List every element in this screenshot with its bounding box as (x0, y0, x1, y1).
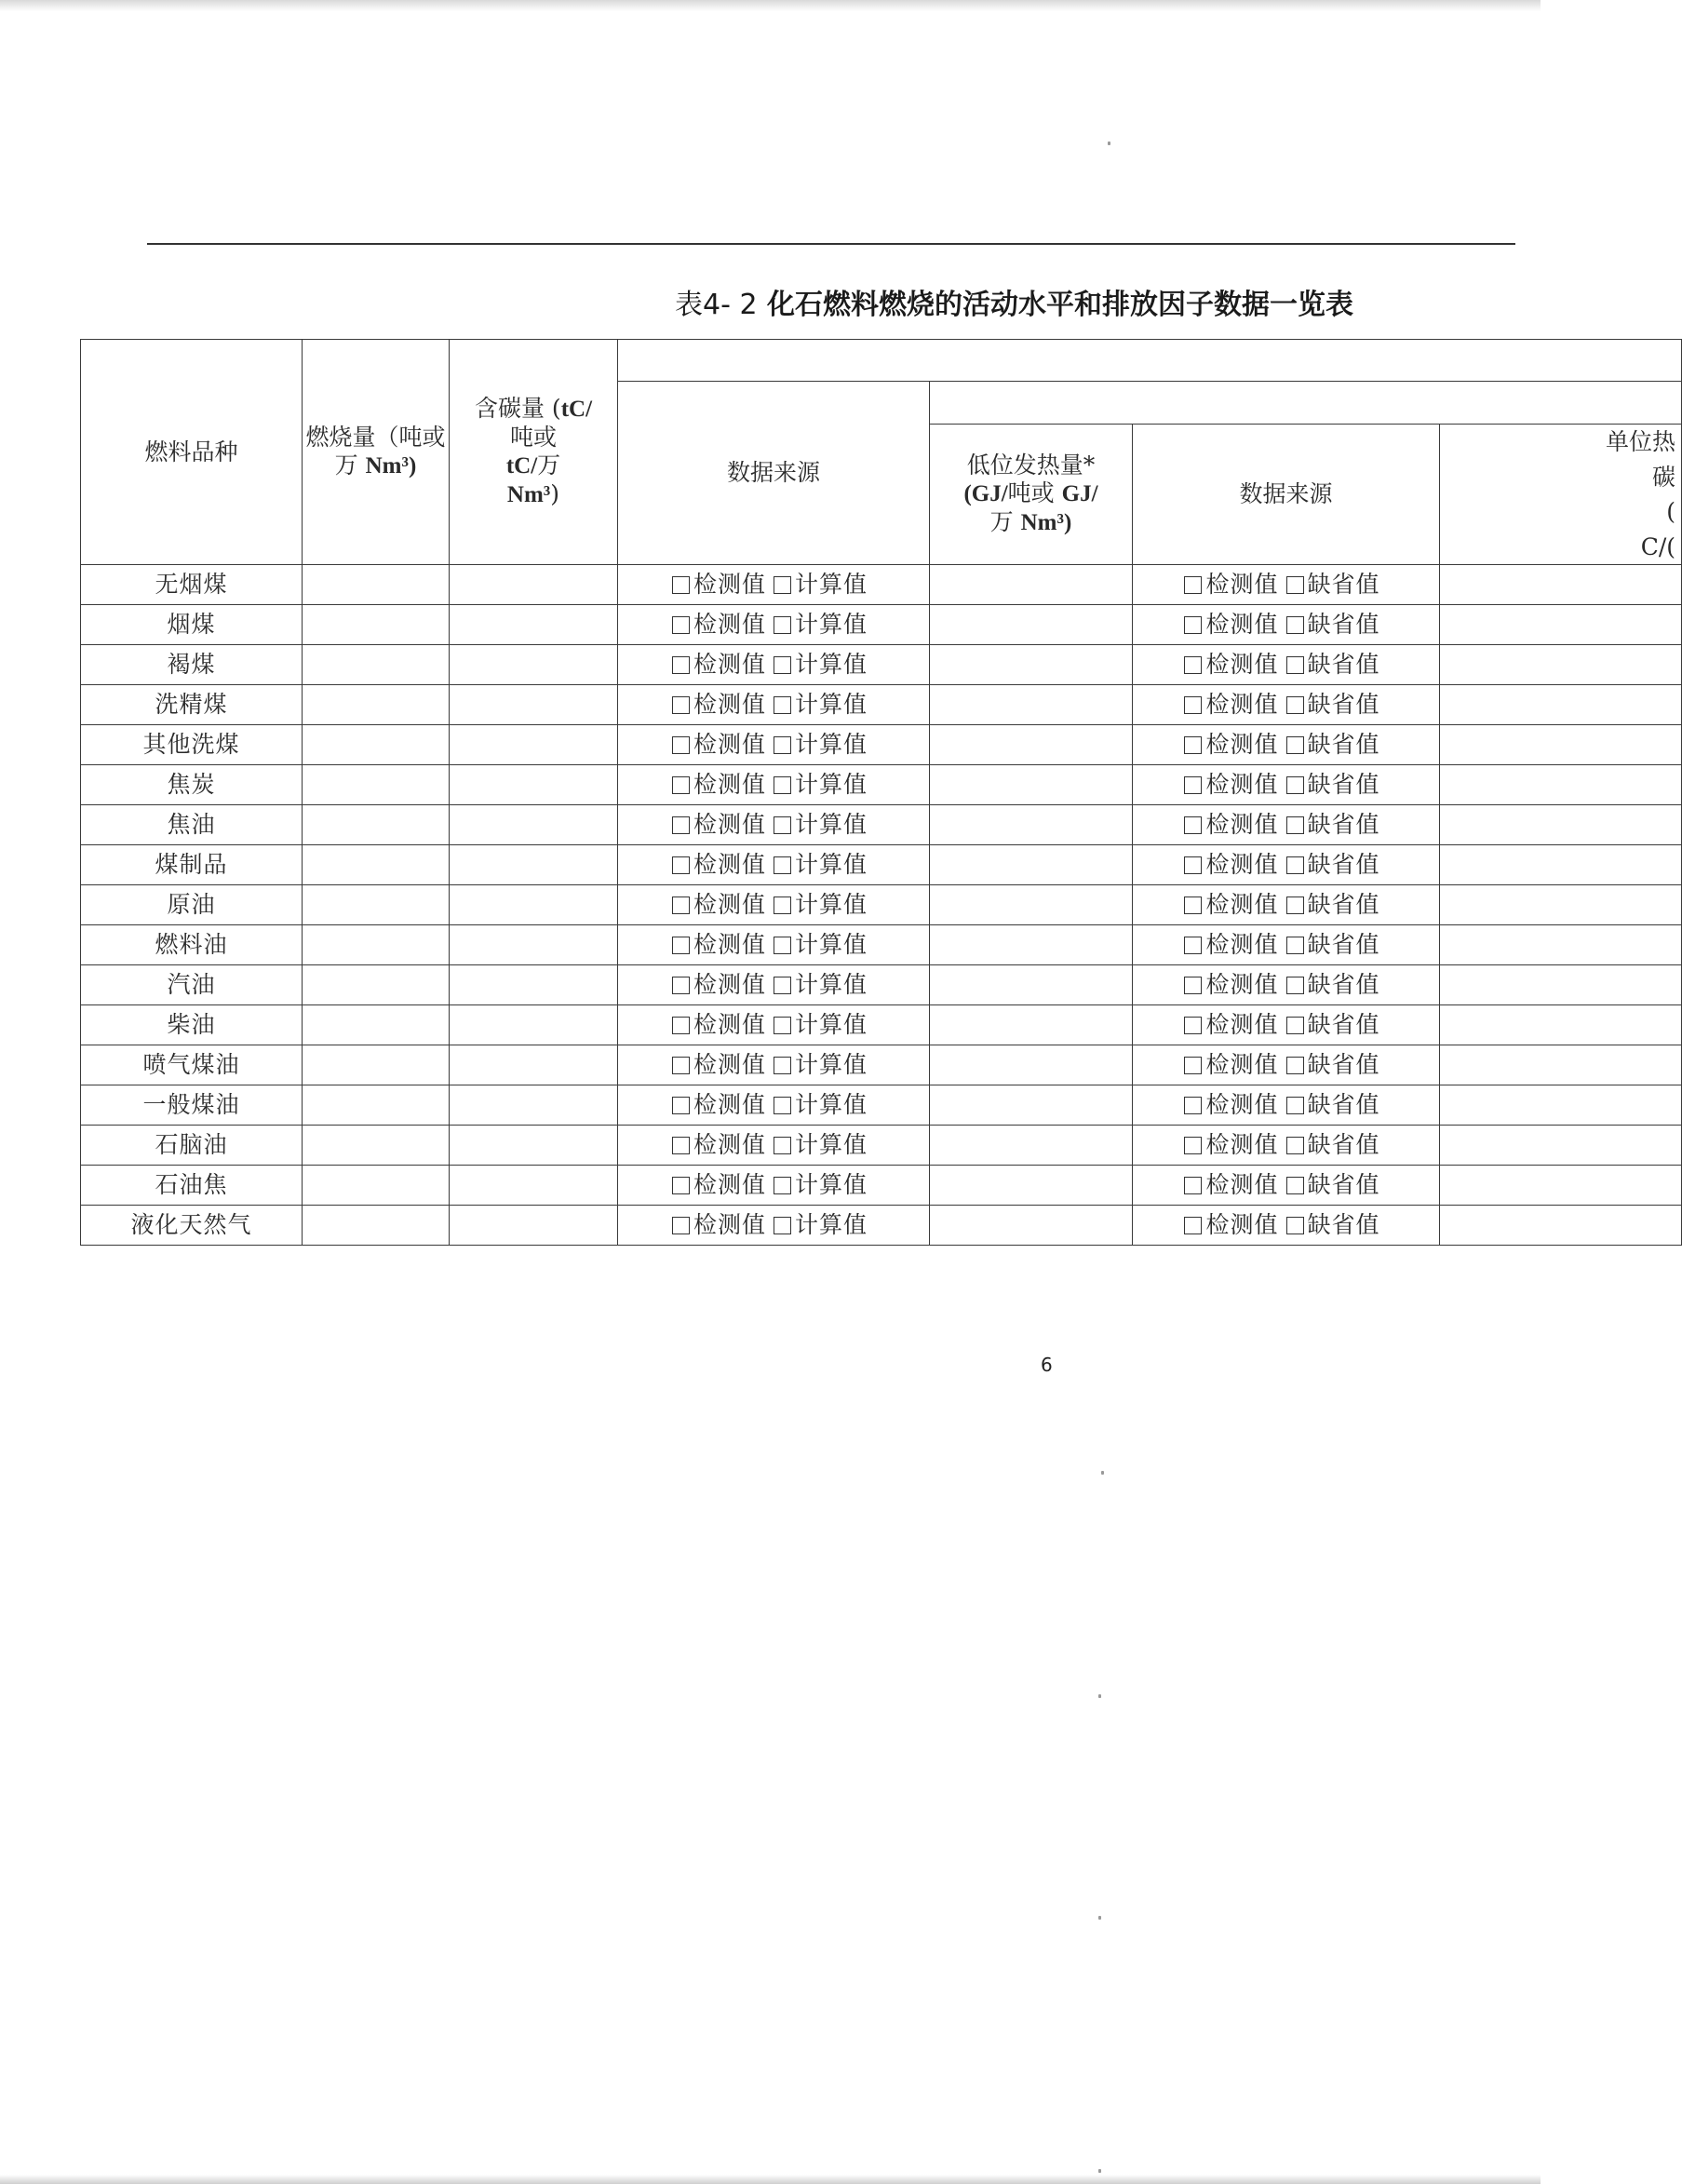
measured-checkbox[interactable] (1184, 816, 1202, 834)
fuel-type-cell: 无烟煤 (81, 565, 303, 605)
unit-heat-carbon-cell[interactable] (1440, 1005, 1682, 1045)
data-source-cell (618, 1166, 930, 1206)
consumption-cell[interactable] (303, 1005, 450, 1045)
default-label: 缺省值 (1307, 771, 1380, 798)
fuel-type-cell: 石脑油 (81, 1126, 303, 1166)
default-label: 缺省值 (1307, 1171, 1380, 1198)
table-row (81, 925, 1682, 965)
heat-value-cell[interactable] (930, 885, 1133, 925)
header-data-source-2: 数据来源 (1133, 425, 1440, 565)
consumption-cell[interactable] (303, 685, 450, 725)
measured-checkbox[interactable] (1184, 1137, 1202, 1154)
scan-edge-top (0, 0, 1541, 11)
measured-checkbox[interactable] (1184, 1097, 1202, 1114)
unit-heat-carbon-cell[interactable] (1440, 885, 1682, 925)
carbon-content-cell[interactable] (450, 605, 618, 645)
data-source-cell (618, 805, 930, 845)
consumption-cell[interactable] (303, 1166, 450, 1206)
default-checkbox[interactable] (1286, 897, 1304, 914)
data-source-2-cell (1133, 1206, 1440, 1246)
calculated-checkbox[interactable] (774, 696, 791, 714)
calculated-label: 计算值 (795, 1131, 868, 1158)
header-rule (147, 243, 1515, 245)
consumption-cell[interactable] (303, 885, 450, 925)
carbon-content-cell[interactable] (450, 765, 618, 805)
scan-speck (1098, 2169, 1101, 2173)
table-title-prefix: 表4- 2 (675, 289, 758, 321)
measured-label: 检测值 (693, 1011, 766, 1038)
unit-heat-carbon-cell[interactable] (1440, 965, 1682, 1005)
measured-checkbox[interactable] (1184, 937, 1202, 954)
fuel-type-cell: 烟煤 (81, 605, 303, 645)
default-checkbox[interactable] (1286, 576, 1304, 594)
default-checkbox[interactable] (1286, 1017, 1304, 1034)
fuel-type-cell: 其他洗煤 (81, 725, 303, 765)
data-source-2-cell (1133, 645, 1440, 685)
data-table-container (80, 339, 1675, 1279)
fuel-type-cell: 焦油 (81, 805, 303, 845)
data-source-cell (618, 845, 930, 885)
measured-label: 检测值 (1205, 851, 1279, 878)
header-band-empty (618, 340, 1682, 382)
data-source-2-cell (1133, 925, 1440, 965)
carbon-content-cell[interactable] (450, 1206, 618, 1246)
measured-checkbox[interactable] (1184, 656, 1202, 674)
calculated-checkbox[interactable] (774, 616, 791, 634)
data-source-cell (618, 605, 930, 645)
calculated-checkbox[interactable] (774, 856, 791, 874)
measured-label: 检测值 (1205, 1211, 1279, 1238)
measured-label: 检测值 (1205, 811, 1279, 838)
table-row (81, 765, 1682, 805)
header-data-source-1: 数据来源 (618, 382, 930, 565)
calculated-label: 计算值 (795, 891, 868, 918)
carbon-content-cell[interactable] (450, 645, 618, 685)
data-source-2-cell (1133, 1126, 1440, 1166)
calculated-checkbox[interactable] (774, 1097, 791, 1114)
measured-label: 检测值 (1205, 571, 1279, 598)
unit-heat-carbon-cell[interactable] (1440, 1166, 1682, 1206)
calculated-label: 计算值 (795, 571, 868, 598)
unit-heat-carbon-cell[interactable] (1440, 1126, 1682, 1166)
carbon-content-cell[interactable] (450, 965, 618, 1005)
measured-label: 检测值 (693, 771, 766, 798)
default-label: 缺省值 (1307, 1091, 1380, 1118)
default-label: 缺省值 (1307, 1011, 1380, 1038)
measured-label: 检测值 (693, 611, 766, 638)
measured-checkbox[interactable] (672, 937, 690, 954)
measured-label: 检测值 (693, 691, 766, 718)
data-source-2-cell (1133, 1166, 1440, 1206)
consumption-cell[interactable] (303, 1085, 450, 1126)
fuel-type-cell: 液化天然气 (81, 1206, 303, 1246)
data-source-cell (618, 1085, 930, 1126)
default-checkbox[interactable] (1286, 1097, 1304, 1114)
table-row (81, 885, 1682, 925)
scan-speck (1108, 142, 1110, 145)
measured-label: 检测值 (1205, 931, 1279, 958)
consumption-cell[interactable] (303, 1206, 450, 1246)
measured-checkbox[interactable] (672, 977, 690, 994)
data-source-2-cell (1133, 765, 1440, 805)
data-source-cell (618, 725, 930, 765)
measured-checkbox[interactable] (672, 696, 690, 714)
calculated-checkbox[interactable] (774, 816, 791, 834)
fuel-type-cell: 洗精煤 (81, 685, 303, 725)
measured-checkbox[interactable] (672, 776, 690, 794)
table-row (81, 725, 1682, 765)
carbon-content-cell[interactable] (450, 805, 618, 845)
measured-label: 检测值 (693, 651, 766, 678)
default-checkbox[interactable] (1286, 696, 1304, 714)
header-heat-value: 低位发热量* (GJ/吨或 GJ/ 万 Nm³) (930, 425, 1133, 565)
default-label: 缺省值 (1307, 1211, 1380, 1238)
default-checkbox[interactable] (1286, 856, 1304, 874)
consumption-cell[interactable] (303, 725, 450, 765)
heat-value-cell[interactable] (930, 1126, 1133, 1166)
heat-value-cell[interactable] (930, 1206, 1133, 1246)
data-source-cell (618, 685, 930, 725)
data-source-cell (618, 925, 930, 965)
unit-heat-carbon-cell[interactable] (1440, 845, 1682, 885)
consumption-cell[interactable] (303, 1045, 450, 1085)
measured-checkbox[interactable] (1184, 696, 1202, 714)
fuel-type-cell: 燃料油 (81, 925, 303, 965)
measured-label: 检测值 (1205, 731, 1279, 758)
unit-heat-carbon-cell[interactable] (1440, 685, 1682, 725)
unit-heat-carbon-cell[interactable] (1440, 1045, 1682, 1085)
calculated-label: 计算值 (795, 931, 868, 958)
measured-label: 检测值 (693, 1211, 766, 1238)
measured-checkbox[interactable] (672, 816, 690, 834)
data-source-cell (618, 1005, 930, 1045)
consumption-cell[interactable] (303, 565, 450, 605)
consumption-cell[interactable] (303, 1126, 450, 1166)
default-label: 缺省值 (1307, 571, 1380, 598)
default-checkbox[interactable] (1286, 776, 1304, 794)
data-source-2-cell (1133, 845, 1440, 885)
calculated-label: 计算值 (795, 971, 868, 998)
default-label: 缺省值 (1307, 851, 1380, 878)
measured-label: 检测值 (693, 931, 766, 958)
measured-label: 检测值 (1205, 1131, 1279, 1158)
consumption-cell[interactable] (303, 965, 450, 1005)
fossil-fuel-table (80, 339, 1682, 1246)
default-label: 缺省值 (1307, 611, 1380, 638)
fuel-type-cell: 柴油 (81, 1005, 303, 1045)
carbon-content-cell[interactable] (450, 565, 618, 605)
calculated-checkbox[interactable] (774, 937, 791, 954)
measured-checkbox[interactable] (672, 1177, 690, 1194)
measured-checkbox[interactable] (1184, 776, 1202, 794)
measured-label: 检测值 (693, 1171, 766, 1198)
default-label: 缺省值 (1307, 811, 1380, 838)
consumption-cell[interactable] (303, 805, 450, 845)
data-source-cell (618, 765, 930, 805)
default-checkbox[interactable] (1286, 1177, 1304, 1194)
table-row (81, 1085, 1682, 1126)
consumption-cell[interactable] (303, 925, 450, 965)
default-checkbox[interactable] (1286, 736, 1304, 754)
measured-checkbox[interactable] (672, 1217, 690, 1234)
default-checkbox[interactable] (1286, 1217, 1304, 1234)
calculated-checkbox[interactable] (774, 1017, 791, 1034)
unit-heat-carbon-cell[interactable] (1440, 1206, 1682, 1246)
default-checkbox[interactable] (1286, 656, 1304, 674)
heat-value-cell[interactable] (930, 1045, 1133, 1085)
heat-value-cell[interactable] (930, 1085, 1133, 1126)
default-checkbox[interactable] (1286, 1137, 1304, 1154)
calculated-checkbox[interactable] (774, 1217, 791, 1234)
default-label: 缺省值 (1307, 1131, 1380, 1158)
heat-value-cell[interactable] (930, 725, 1133, 765)
fuel-type-cell: 煤制品 (81, 845, 303, 885)
carbon-content-cell[interactable] (450, 1126, 618, 1166)
table-row (81, 845, 1682, 885)
data-source-cell (618, 965, 930, 1005)
carbon-content-cell[interactable] (450, 685, 618, 725)
table-row (81, 605, 1682, 645)
consumption-cell[interactable] (303, 845, 450, 885)
fuel-type-cell: 褐煤 (81, 645, 303, 685)
header-consumption: 燃烧量（吨或万 Nm³) (303, 340, 450, 565)
data-source-2-cell (1133, 885, 1440, 925)
fuel-type-cell: 原油 (81, 885, 303, 925)
measured-label: 检测值 (693, 1091, 766, 1118)
carbon-content-cell[interactable] (450, 1005, 618, 1045)
heat-value-cell[interactable] (930, 845, 1133, 885)
unit-heat-carbon-cell[interactable] (1440, 765, 1682, 805)
measured-checkbox[interactable] (1184, 1217, 1202, 1234)
unit-heat-carbon-cell[interactable] (1440, 565, 1682, 605)
fuel-type-cell: 石油焦 (81, 1166, 303, 1206)
table-row (81, 805, 1682, 845)
heat-value-cell[interactable] (930, 605, 1133, 645)
heat-value-cell[interactable] (930, 965, 1133, 1005)
heat-value-cell[interactable] (930, 685, 1133, 725)
consumption-cell[interactable] (303, 645, 450, 685)
calculated-checkbox[interactable] (774, 656, 791, 674)
scan-speck (1098, 1694, 1101, 1698)
default-checkbox[interactable] (1286, 1057, 1304, 1074)
data-source-2-cell (1133, 965, 1440, 1005)
measured-checkbox[interactable] (1184, 576, 1202, 594)
header-unit-heat-carbon: 单位热 碳 ( C/( (1440, 425, 1682, 565)
data-source-2-cell (1133, 605, 1440, 645)
measured-checkbox[interactable] (672, 1057, 690, 1074)
consumption-cell[interactable] (303, 765, 450, 805)
scan-speck (1098, 1916, 1101, 1920)
measured-label: 检测值 (693, 571, 766, 598)
calculated-label: 计算值 (795, 1211, 868, 1238)
measured-label: 检测值 (1205, 1011, 1279, 1038)
measured-checkbox[interactable] (1184, 856, 1202, 874)
carbon-content-cell[interactable] (450, 1166, 618, 1206)
default-label: 缺省值 (1307, 971, 1380, 998)
data-source-2-cell (1133, 1005, 1440, 1045)
measured-label: 检测值 (1205, 651, 1279, 678)
measured-label: 检测值 (1205, 1171, 1279, 1198)
measured-checkbox[interactable] (672, 616, 690, 634)
measured-checkbox[interactable] (672, 656, 690, 674)
data-source-cell (618, 645, 930, 685)
calculated-label: 计算值 (795, 1051, 868, 1078)
measured-label: 检测值 (1205, 1051, 1279, 1078)
calculated-label: 计算值 (795, 731, 868, 758)
table-row (81, 965, 1682, 1005)
measured-label: 检测值 (1205, 691, 1279, 718)
data-source-2-cell (1133, 805, 1440, 845)
calculated-checkbox[interactable] (774, 1137, 791, 1154)
measured-label: 检测值 (1205, 771, 1279, 798)
heat-value-cell[interactable] (930, 1005, 1133, 1045)
default-label: 缺省值 (1307, 1051, 1380, 1078)
calculated-label: 计算值 (795, 771, 868, 798)
heat-value-cell[interactable] (930, 565, 1133, 605)
header-carbon-content: 含碳量 (tC/ 吨或 tC/万 Nm³) (450, 340, 618, 565)
data-source-2-cell (1133, 1085, 1440, 1126)
unit-heat-carbon-cell[interactable] (1440, 1085, 1682, 1126)
unit-heat-carbon-cell[interactable] (1440, 925, 1682, 965)
measured-checkbox[interactable] (1184, 977, 1202, 994)
data-source-cell (618, 565, 930, 605)
measured-label: 检测值 (693, 851, 766, 878)
measured-label: 检测值 (693, 1051, 766, 1078)
calculated-checkbox[interactable] (774, 776, 791, 794)
measured-checkbox[interactable] (672, 897, 690, 914)
heat-value-cell[interactable] (930, 645, 1133, 685)
table-row (81, 645, 1682, 685)
measured-checkbox[interactable] (672, 736, 690, 754)
carbon-content-cell[interactable] (450, 885, 618, 925)
calculated-label: 计算值 (795, 651, 868, 678)
measured-label: 检测值 (1205, 891, 1279, 918)
carbon-content-cell[interactable] (450, 845, 618, 885)
measured-checkbox[interactable] (672, 576, 690, 594)
unit-heat-carbon-cell[interactable] (1440, 725, 1682, 765)
measured-checkbox[interactable] (1184, 1177, 1202, 1194)
default-checkbox[interactable] (1286, 977, 1304, 994)
unit-heat-carbon-cell[interactable] (1440, 605, 1682, 645)
data-source-cell (618, 885, 930, 925)
heat-value-cell[interactable] (930, 805, 1133, 845)
table-row (81, 1045, 1682, 1085)
table-row (81, 685, 1682, 725)
unit-heat-carbon-cell[interactable] (1440, 645, 1682, 685)
measured-label: 检测值 (1205, 611, 1279, 638)
page-number: 6 (1041, 1354, 1053, 1376)
scan-speck (1101, 1471, 1104, 1475)
measured-checkbox[interactable] (1184, 1017, 1202, 1034)
calculated-checkbox[interactable] (774, 576, 791, 594)
data-source-cell (618, 1206, 930, 1246)
carbon-content-cell[interactable] (450, 725, 618, 765)
measured-label: 检测值 (693, 731, 766, 758)
header-fuel-type: 燃料品种 (81, 340, 303, 565)
data-source-2-cell (1133, 1045, 1440, 1085)
default-label: 缺省值 (1307, 691, 1380, 718)
calculated-label: 计算值 (795, 1011, 868, 1038)
table-title-text: 化石燃料燃烧的活动水平和排放因子数据一览表 (767, 289, 1353, 321)
fuel-type-cell: 喷气煤油 (81, 1045, 303, 1085)
default-label: 缺省值 (1307, 891, 1380, 918)
measured-label: 检测值 (693, 1131, 766, 1158)
data-source-cell (618, 1045, 930, 1085)
measured-checkbox[interactable] (1184, 897, 1202, 914)
measured-checkbox[interactable] (1184, 1057, 1202, 1074)
carbon-content-cell[interactable] (450, 1045, 618, 1085)
measured-label: 检测值 (693, 971, 766, 998)
fuel-type-cell: 一般煤油 (81, 1085, 303, 1126)
calculated-label: 计算值 (795, 851, 868, 878)
default-label: 缺省值 (1307, 731, 1380, 758)
calculated-checkbox[interactable] (774, 1057, 791, 1074)
calculated-label: 计算值 (795, 611, 868, 638)
carbon-content-cell[interactable] (450, 1085, 618, 1126)
fuel-type-cell: 汽油 (81, 965, 303, 1005)
scan-edge-bottom (0, 2175, 1541, 2184)
measured-checkbox[interactable] (672, 1137, 690, 1154)
measured-checkbox[interactable] (672, 1017, 690, 1034)
heat-value-cell[interactable] (930, 765, 1133, 805)
default-label: 缺省值 (1307, 931, 1380, 958)
table-row (81, 1206, 1682, 1246)
table-row (81, 1126, 1682, 1166)
calculated-checkbox[interactable] (774, 977, 791, 994)
table-row (81, 565, 1682, 605)
calculated-label: 计算值 (795, 1091, 868, 1118)
carbon-content-cell[interactable] (450, 925, 618, 965)
measured-checkbox[interactable] (1184, 616, 1202, 634)
default-checkbox[interactable] (1286, 616, 1304, 634)
header-subband-empty (930, 382, 1682, 425)
heat-value-cell[interactable] (930, 1166, 1133, 1206)
data-source-2-cell (1133, 565, 1440, 605)
default-label: 缺省值 (1307, 651, 1380, 678)
table-title (675, 281, 1353, 322)
calculated-checkbox[interactable] (774, 897, 791, 914)
default-checkbox[interactable] (1286, 937, 1304, 954)
heat-value-cell[interactable] (930, 925, 1133, 965)
calculated-label: 计算值 (795, 1171, 868, 1198)
calculated-label: 计算值 (795, 691, 868, 718)
default-checkbox[interactable] (1286, 816, 1304, 834)
fuel-type-cell: 焦炭 (81, 765, 303, 805)
measured-checkbox[interactable] (672, 1097, 690, 1114)
consumption-cell[interactable] (303, 605, 450, 645)
table-row (81, 1166, 1682, 1206)
measured-label: 检测值 (693, 811, 766, 838)
data-source-cell (618, 1126, 930, 1166)
measured-label: 检测值 (693, 891, 766, 918)
measured-checkbox[interactable] (1184, 736, 1202, 754)
measured-checkbox[interactable] (672, 856, 690, 874)
measured-label: 检测值 (1205, 1091, 1279, 1118)
calculated-label: 计算值 (795, 811, 868, 838)
measured-label: 检测值 (1205, 971, 1279, 998)
data-source-2-cell (1133, 685, 1440, 725)
calculated-checkbox[interactable] (774, 1177, 791, 1194)
unit-heat-carbon-cell[interactable] (1440, 805, 1682, 845)
table-row (81, 1005, 1682, 1045)
calculated-checkbox[interactable] (774, 736, 791, 754)
data-source-2-cell (1133, 725, 1440, 765)
